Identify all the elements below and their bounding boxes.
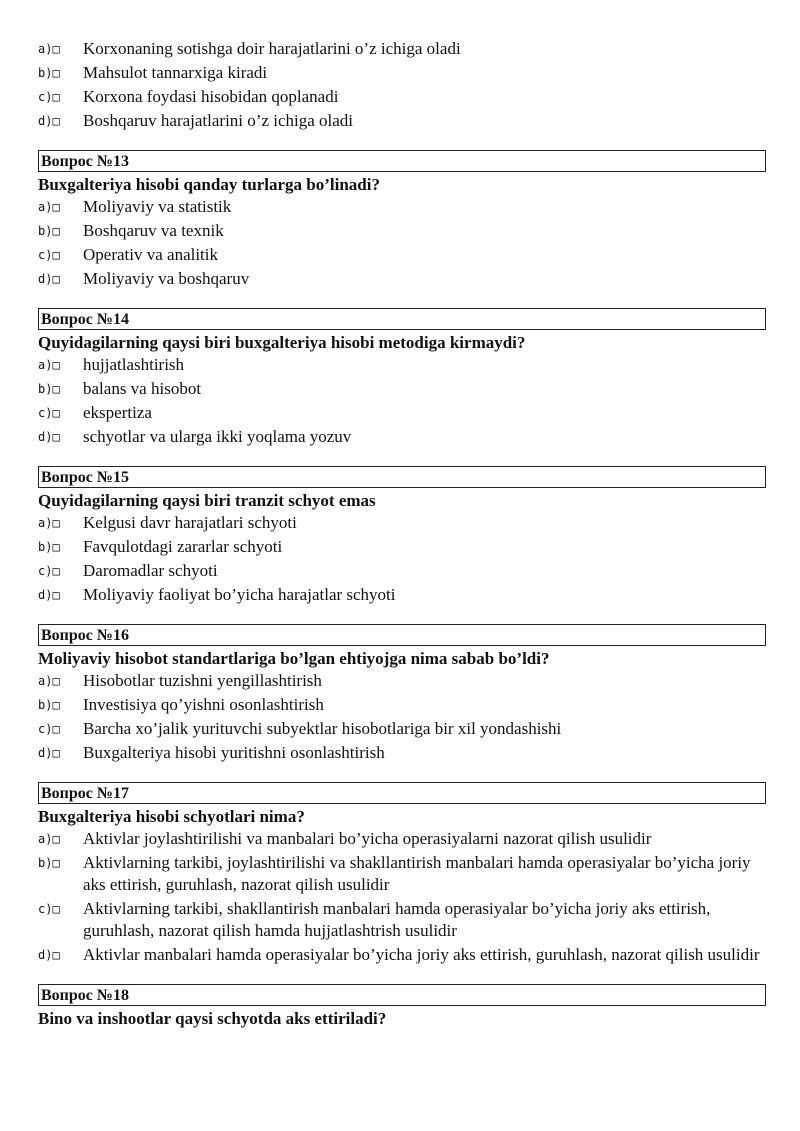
option-text: Kelgusi davr harajatlari schyoti bbox=[83, 513, 297, 532]
question-text: Bino va inshootlar qaysi schyotda aks ettiriladi? bbox=[38, 1009, 387, 1028]
document-page bbox=[38, 38, 766, 1030]
option-letter: a)□ bbox=[38, 674, 60, 688]
option-text: Moliyaviy va boshqaruv bbox=[83, 269, 250, 288]
question-block bbox=[38, 984, 766, 1030]
option-letter: b)□ bbox=[38, 66, 60, 80]
option-text: Hisobotlar tuzishni yengillashtirish bbox=[83, 671, 322, 690]
option-letter: b)□ bbox=[38, 540, 60, 554]
option-text: hujjatlashtirish bbox=[83, 355, 185, 374]
answer-option[interactable] bbox=[38, 86, 766, 108]
answer-option[interactable] bbox=[38, 694, 766, 716]
option-text: Aktivlarning tarkibi, joylashtirilishi va shakllantirish manbalari hamda operasiyalar bo’yicha joriy aks ettirish, guruhlash, nazorat qilish usulidir bbox=[83, 853, 751, 894]
option-text: Korxonaning sotishga doir harajatlarini o’z ichiga oladi bbox=[83, 39, 461, 58]
answer-option[interactable] bbox=[38, 220, 766, 242]
question-header: Вопрос №17 bbox=[38, 782, 766, 804]
option-letter: d)□ bbox=[38, 272, 60, 286]
option-text: Korxona foydasi hisobidan qoplanadi bbox=[83, 87, 339, 106]
option-text: ekspertiza bbox=[83, 403, 152, 422]
answer-option[interactable] bbox=[38, 670, 766, 692]
answer-option[interactable] bbox=[38, 560, 766, 582]
answer-option[interactable] bbox=[38, 536, 766, 558]
answer-option[interactable] bbox=[38, 402, 766, 424]
option-text: Moliyaviy faoliyat bo’yicha harajatlar schyoti bbox=[83, 585, 396, 604]
question-text: Buxgalteriya hisobi schyotlari nima? bbox=[38, 807, 305, 826]
option-letter: b)□ bbox=[38, 382, 60, 396]
spacer bbox=[38, 134, 766, 150]
option-text: Mahsulot tannarxiga kiradi bbox=[83, 63, 268, 82]
question-text: Buxgalteriya hisobi qanday turlarga bo’linadi? bbox=[38, 175, 380, 194]
option-letter: a)□ bbox=[38, 42, 60, 56]
answer-option[interactable] bbox=[38, 110, 766, 132]
answer-option[interactable] bbox=[38, 584, 766, 606]
question-block bbox=[38, 624, 766, 764]
option-text: Aktivlar manbalari hamda operasiyalar bo’yicha joriy aks ettirish, guruhlash, nazorat qilish usulidir bbox=[83, 945, 760, 964]
spacer bbox=[38, 608, 766, 624]
option-text: balans va hisobot bbox=[83, 379, 202, 398]
question-header: Вопрос №15 bbox=[38, 466, 766, 488]
answer-option[interactable] bbox=[38, 742, 766, 764]
question-text: Moliyaviy hisobot standartlariga bo’lgan ehtiyojga nima sabab bo’ldi? bbox=[38, 649, 550, 668]
question-block bbox=[38, 308, 766, 448]
answer-option[interactable] bbox=[38, 426, 766, 448]
spacer bbox=[38, 968, 766, 984]
option-letter: d)□ bbox=[38, 588, 60, 602]
spacer bbox=[38, 766, 766, 782]
option-letter: d)□ bbox=[38, 430, 60, 444]
answer-option[interactable] bbox=[38, 378, 766, 400]
option-letter: a)□ bbox=[38, 200, 60, 214]
option-letter: d)□ bbox=[38, 746, 60, 760]
answer-option[interactable] bbox=[38, 268, 766, 290]
option-text: Buxgalteriya hisobi yuritishni osonlashtirish bbox=[83, 743, 385, 762]
answer-option[interactable] bbox=[38, 38, 766, 60]
question-header: Вопрос №16 bbox=[38, 624, 766, 646]
option-letter: c)□ bbox=[38, 564, 60, 578]
answer-option[interactable] bbox=[38, 62, 766, 84]
answer-option[interactable] bbox=[38, 718, 766, 740]
question-text: Quyidagilarning qaysi biri tranzit schyot emas bbox=[38, 491, 376, 510]
answer-option[interactable] bbox=[38, 828, 766, 850]
option-letter: a)□ bbox=[38, 516, 60, 530]
answer-option[interactable] bbox=[38, 944, 766, 966]
option-letter: b)□ bbox=[38, 856, 60, 870]
question-block bbox=[38, 466, 766, 606]
option-text: Barcha xo’jalik yurituvchi subyektlar hisobotlariga bir xil yondashishi bbox=[83, 719, 562, 738]
option-text: Daromadlar schyoti bbox=[83, 561, 218, 580]
option-letter: a)□ bbox=[38, 358, 60, 372]
option-letter: d)□ bbox=[38, 114, 60, 128]
option-text: Boshqaruv va texnik bbox=[83, 221, 224, 240]
option-letter: b)□ bbox=[38, 224, 60, 238]
question-header: Вопрос №13 bbox=[38, 150, 766, 172]
question-block bbox=[38, 782, 766, 966]
option-text: Aktivlarning tarkibi, shakllantirish manbalari hamda operasiyalar bo’yicha joriy aks ettirish, guruhlash, nazorat qilish hamda hujjatlashtrish usulidir bbox=[83, 899, 711, 940]
option-letter: a)□ bbox=[38, 832, 60, 846]
option-text: Moliyaviy va statistik bbox=[83, 197, 232, 216]
option-letter: d)□ bbox=[38, 948, 60, 962]
answer-option[interactable] bbox=[38, 244, 766, 266]
option-letter: b)□ bbox=[38, 698, 60, 712]
question-header: Вопрос №18 bbox=[38, 984, 766, 1006]
spacer bbox=[38, 292, 766, 308]
answer-option[interactable] bbox=[38, 196, 766, 218]
option-letter: c)□ bbox=[38, 248, 60, 262]
question-header: Вопрос №14 bbox=[38, 308, 766, 330]
answer-option[interactable] bbox=[38, 354, 766, 376]
option-letter: c)□ bbox=[38, 90, 60, 104]
answer-option[interactable] bbox=[38, 898, 766, 942]
option-letter: c)□ bbox=[38, 902, 60, 916]
option-text: Investisiya qo’yishni osonlashtirish bbox=[83, 695, 324, 714]
option-letter: c)□ bbox=[38, 722, 60, 736]
option-text: Operativ va analitik bbox=[83, 245, 219, 264]
answer-option[interactable] bbox=[38, 512, 766, 534]
previous-question-options bbox=[38, 38, 766, 132]
question-block bbox=[38, 150, 766, 290]
question-text: Quyidagilarning qaysi biri buxgalteriya hisobi metodiga kirmaydi? bbox=[38, 333, 526, 352]
option-text: schyotlar va ularga ikki yoqlama yozuv bbox=[83, 427, 352, 446]
answer-option[interactable] bbox=[38, 852, 766, 896]
option-text: Favqulotdagi zararlar schyoti bbox=[83, 537, 283, 556]
option-letter: c)□ bbox=[38, 406, 60, 420]
option-text: Boshqaruv harajatlarini o’z ichiga oladi bbox=[83, 111, 354, 130]
spacer bbox=[38, 450, 766, 466]
option-text: Aktivlar joylashtirilishi va manbalari bo’yicha operasiyalarni nazorat qilish usulidir bbox=[83, 829, 652, 848]
